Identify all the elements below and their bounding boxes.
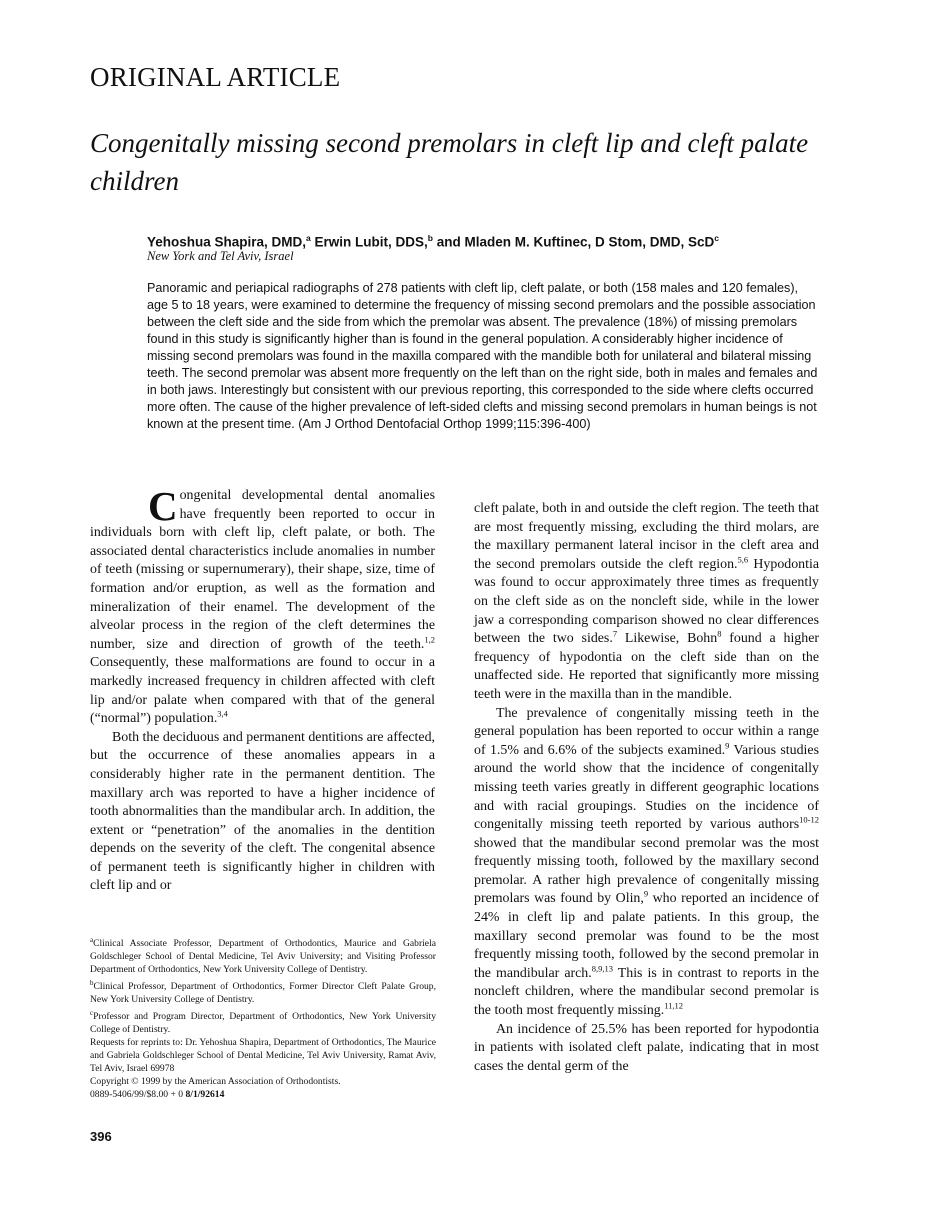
article-code	[90, 1089, 436, 1102]
author-name: and Mladen M. Kuftinec, D Stom, DMD, ScD	[432, 234, 715, 250]
affiliation: New York and Tel Aviv, Israel	[147, 249, 294, 263]
citation-ref: 8	[717, 628, 722, 639]
footnote-mark: c	[90, 1008, 94, 1017]
drop-cap: C	[148, 483, 178, 529]
body-text: who reported an incidence of 24% in cleft lip and palate patients. In this group, the maxillary second premolar was found to be the most frequently missing tooth, followed by the second premolar in the mandibular arch.	[474, 891, 819, 981]
body-column-right	[474, 500, 819, 1076]
body-paragraph	[474, 500, 819, 705]
body-text: This is in contrast to reports in the noncleft children, where the mandibular second premolar is the tooth most frequently missing.	[474, 965, 819, 1019]
citation-ref: 8,9,13	[591, 963, 613, 974]
article-code-id: 8/1/92614	[185, 1088, 225, 1100]
body-paragraph	[90, 483, 435, 729]
citation-ref: 5,6	[737, 554, 749, 565]
footnote-a	[90, 934, 436, 977]
body-text: Hypodontia was found to occur approximately three times as frequently on the cleft side as on the noncleft side, while in the lower jaw a corresponding comparison showed no clear differences between the two sides.	[474, 556, 819, 647]
footnote-text: Professor and Program Director, Department of Orthodontics, New York University College of Dentistry.	[90, 1011, 436, 1035]
footnote-text: Clinical Professor, Department of Orthodontics, Former Director Cleft Palate Group, New York University College of Dentistry.	[90, 981, 436, 1005]
article-title: Congenitally missing second premolars in cleft lip and cleft palate children	[90, 128, 809, 196]
citation-ref: 10-12	[799, 814, 819, 825]
citation-ref: 3,4	[217, 708, 228, 719]
author-mark: b	[427, 233, 433, 243]
author-name: Erwin Lubit, DDS,	[310, 234, 428, 250]
footnote-mark: b	[90, 978, 94, 987]
author-mark: c	[714, 233, 719, 243]
footnote-c	[90, 1007, 436, 1037]
footnotes	[90, 934, 436, 1101]
citation-ref: 11,12	[664, 1000, 684, 1011]
section-label: ORIGINAL ARTICLE	[90, 62, 341, 92]
body-column-left	[90, 483, 435, 896]
footnote-mark: a	[90, 936, 94, 944]
body-text: Likewise, Bohn	[617, 631, 718, 647]
body-text: cleft palate, both in and outside the cleft region. The teeth that are most frequently missing, excluding the third molars, are the maxillary permanent lateral incisor in the cleft area and the second premolars outside the cleft region.	[474, 501, 819, 572]
citation-ref: 9	[643, 888, 649, 899]
body-paragraph: Both the deciduous and permanent dentitions are affected, but the occurrence of these anomalies appears in a considerably higher rate in the permanent dentition. The maxillary arch was reported to have a higher incidence of tooth abnormalities than the mandibular arch. In addition, the extent or “penetration” of the anomalies in the dentition depends on the severity of the cleft. The congenital absence of permanent teeth is significantly higher in children with cleft lip and or	[90, 729, 435, 894]
article-code-price: 0889-5406/99/$8.00 + 0	[90, 1088, 186, 1100]
author-mark: a	[306, 233, 311, 243]
body-paragraph: An incidence of 25.5% has been reported for hypodontia in patients with isolated cleft palate, indicating that in most cases the dental germ of the	[474, 1021, 819, 1074]
footnote-text: Clinical Associate Professor, Department of Orthodontics, Maurice and Gabriela Goldschleger School of Dental Medicine, Tel Aviv University; and Visiting Professor Department of Orthodontics, New York University College of Dentistry.	[90, 938, 436, 975]
body-text: Various studies around the world show that the incidence of congenitally missing teeth varies greatly in different geographic locations and with racial groupings. Studies on the incidence of congenitally missing teeth reported by various authors	[474, 742, 819, 833]
body-text: ongenital developmental dental anomalies have frequently been reported to occur in individuals born with cleft lip, cleft palate, or both. The associated dental characteristics include anomalies in number of teeth (missing or supernumerary), their shape, size, time of formation and/or eruption, as well as the formation and mineralization of their enamel. The development of the alveolar process in the region of the cleft determines the number, size and direction of growth of the teeth.	[90, 488, 435, 652]
footnote-b	[90, 977, 436, 1007]
copyright-line: Copyright © 1999 by the American Association of Orthodontists.	[90, 1075, 341, 1087]
citation-ref: 7	[612, 628, 618, 639]
citation-ref: 9	[725, 740, 730, 751]
body-paragraph	[474, 705, 819, 1021]
page-number: 396	[90, 1129, 112, 1144]
body-text: Consequently, these malformations are found to occur in a markedly increased frequency in children affected with cleft lip and/or palate when compared with that of the general (“normal”) population.	[90, 655, 435, 727]
citation-ref: 1,2	[424, 634, 435, 645]
body-text: The prevalence of congenitally missing teeth in the general population has been reported to occur within a range of 1.5% and 6.6% of the subjects examined.	[474, 705, 819, 758]
author-name: Yehoshua Shapira, DMD,	[147, 234, 307, 250]
body-text: found a higher frequency of hypodontia on the cleft side than on the unaffected side. He reported that significantly more missing teeth were in the maxilla than in the mandible.	[474, 631, 819, 702]
reprint-request: Requests for reprints to: Dr. Yehoshua Shapira, Department of Orthodontics, The Maurice and Gabriela Goldschleger School of Dental Medicine, Tel Aviv University, Ramat Aviv, Tel Aviv, Israel 69978	[90, 1036, 436, 1074]
abstract: Panoramic and periapical radiographs of 278 patients with cleft lip, cleft palate, or both (158 males and 120 females), age 5 to 18 years, were examined to determine the frequency of missing second premolars and the possible association between the cleft side and the side from which the premolar was absent. The prevalence (18%) of missing premolars found in this study is significantly higher than is found in the general population. A considerably higher incidence of missing second premolars was found in the maxilla compared with the mandible both for unilateral and bilateral missing teeth. The second premolar was absent more frequently on the left than on the right side, both in males and females and in both jaws. Interestingly but consistent with our previous reporting, this corresponded to the side where clefts occurred more often. The cause of the higher prevalence of left-sided clefts and missing second premolars in human beings is not known at the present time. (Am J Orthod Dentofacial Orthop 1999;115:396-400)	[147, 281, 818, 431]
body-text: showed that the mandibular second premolar was the most frequently missing tooth, followed by the maxillary second premolar. A rather high prevalence of congenitally missing premolars was found by Olin,	[474, 835, 819, 907]
